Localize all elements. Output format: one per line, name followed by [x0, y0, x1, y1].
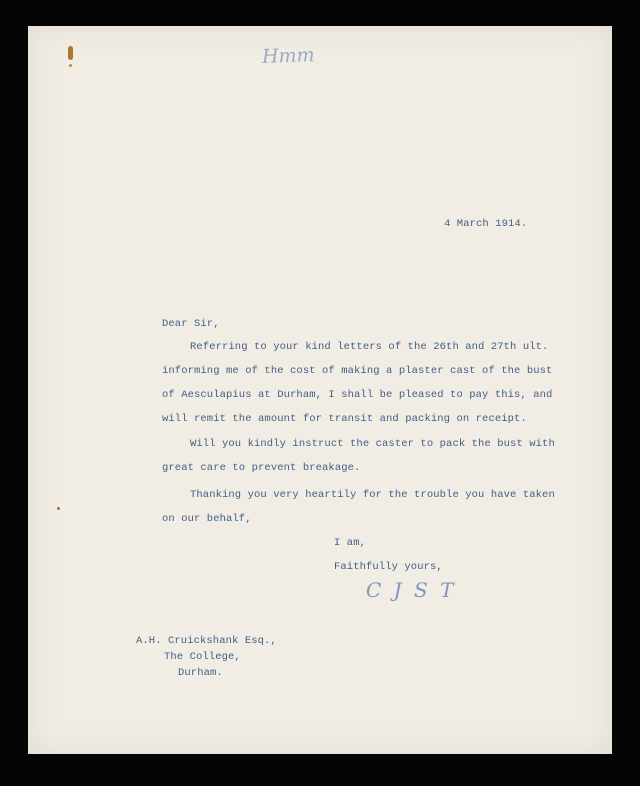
recipient-address-2: Durham. [178, 667, 223, 679]
body-line-2: informing me of the cost of making a plaster cast of the bust [162, 365, 553, 377]
margin-spot [57, 507, 60, 510]
body-line-8: on our behalf, [162, 513, 252, 525]
salutation: Dear Sir, [162, 318, 220, 330]
letter-page [28, 26, 612, 754]
rust-stain [68, 46, 73, 60]
pencil-note: Hmm [261, 44, 315, 68]
body-line-5: Will you kindly instruct the caster to pack the bust with [190, 438, 555, 450]
closing-faithfully: Faithfully yours, [334, 561, 443, 573]
body-line-6: great care to prevent breakage. [162, 462, 361, 474]
body-line-7: Thanking you very heartily for the trouble you have taken [190, 489, 555, 501]
recipient-address-1: The College, [164, 651, 241, 663]
rust-stain-small [69, 64, 72, 67]
body-line-3: of Aesculapius at Durham, I shall be pleased to pay this, and [162, 389, 553, 401]
closing-i-am: I am, [334, 537, 367, 549]
body-line-1: Referring to your kind letters of the 26th and 27th ult. [190, 341, 549, 353]
letter-date: 4 March 1914. [444, 218, 528, 230]
body-line-4: will remit the amount for transit and packing on receipt. [162, 413, 527, 425]
recipient-name: A.H. Cruickshank Esq., [136, 635, 277, 647]
signature: C J S T [366, 578, 457, 602]
